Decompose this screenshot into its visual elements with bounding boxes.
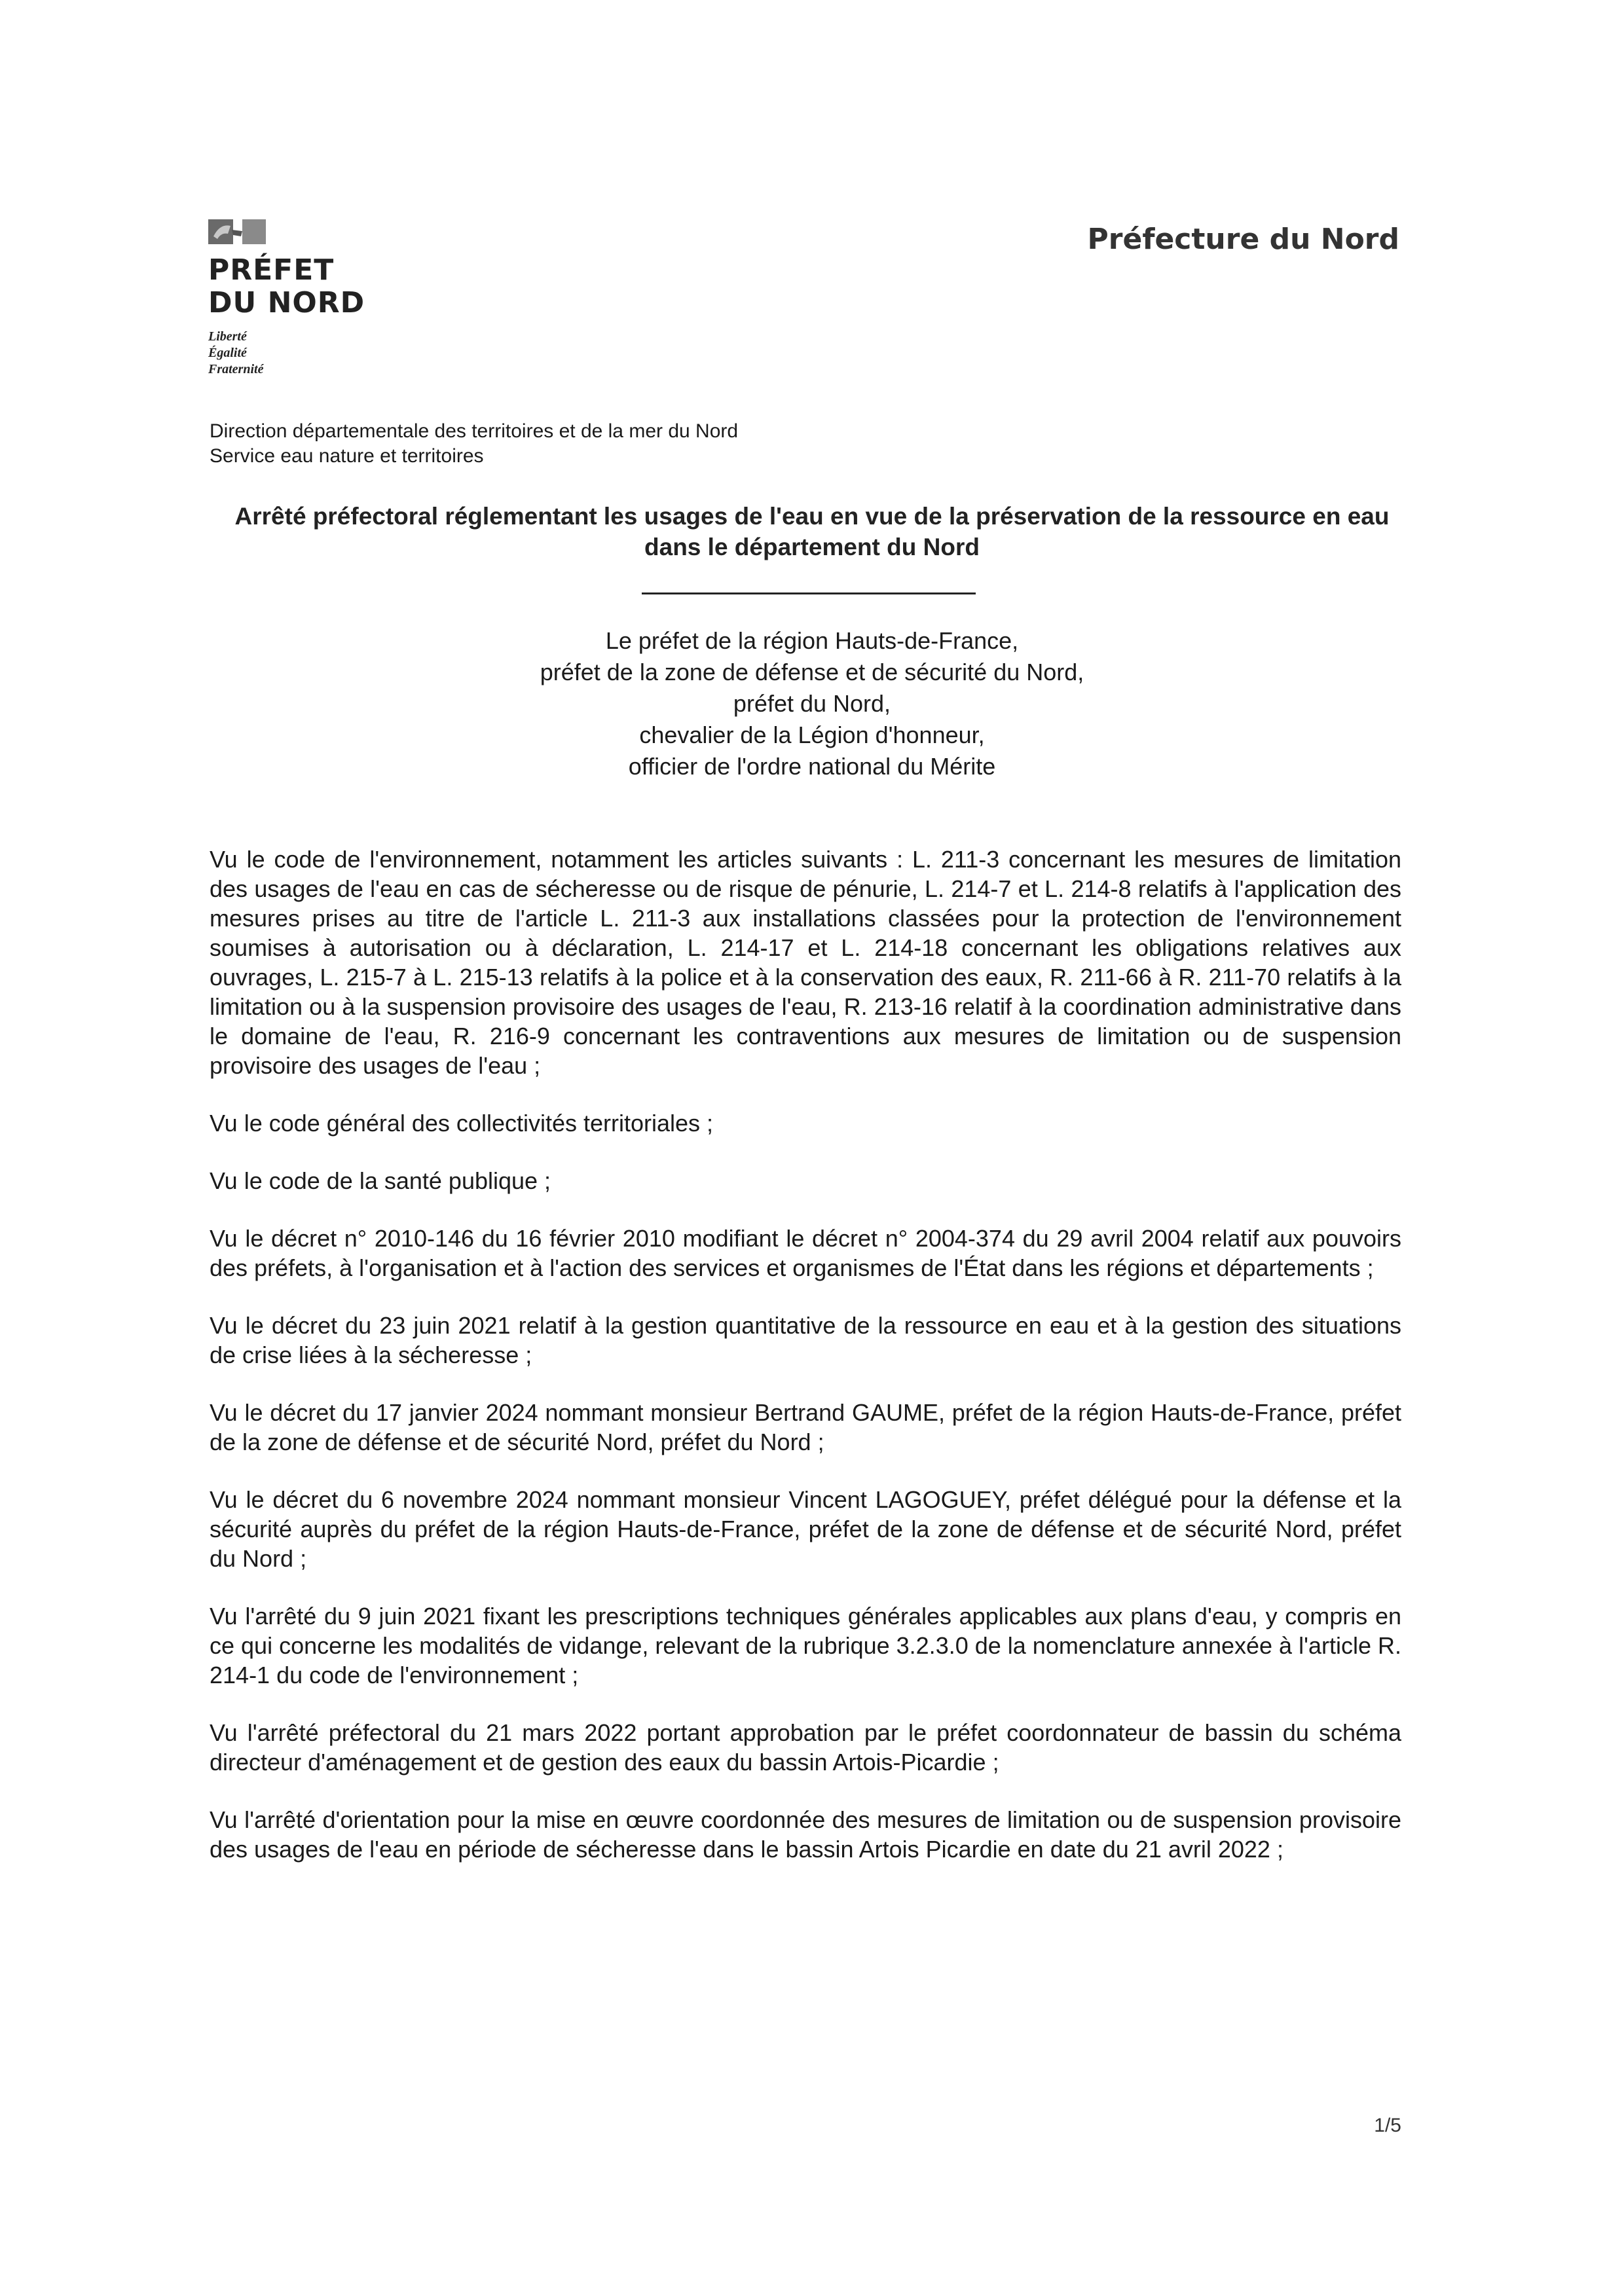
decree-title-line-2: dans le département du Nord — [644, 534, 980, 560]
prefect-titles — [210, 625, 1414, 782]
republic-motto — [208, 329, 365, 378]
visa-paragraph: Vu le décret du 6 novembre 2024 nommant monsieur Vincent LAGOGUEY, préfet délégué pour la défense et la sécurité auprès du préfet de la région Hauts-de-France, préfet de la zone de défense et de sécurité Nord, préfet du Nord ; — [210, 1486, 1401, 1572]
page-number: 1/5 — [1374, 2115, 1401, 2136]
visas-section — [210, 845, 1401, 1892]
decree-title — [210, 501, 1414, 562]
visa-paragraph: Vu le code de la santé publique ; — [210, 1167, 551, 1194]
marianne-logo-icon — [208, 216, 365, 247]
prefect-title-line: officier de l'ordre national du Mérite — [628, 753, 996, 780]
title-divider — [642, 592, 976, 594]
direction-name: Direction départementale des territoires et de la mer du Nord — [210, 420, 739, 442]
visa-paragraph: Vu le code de l'environnement, notamment les articles suivants : L. 211-3 concernant les mesures de limitation des usages de l'eau en cas de sécheresse ou de risque de pénurie, L. 214-7 et L. 214-8 relatifs à l'application des mesures prises au titre de l'article L. 211-3 aux installations classées pour la protection de l'environnement soumises à autorisation ou à déclaration, L. 214-17 et L. 214-18 concernant les obligations relatives aux ouvrages, L. 215-7 à L. 215-13 relatifs à la police et à la conservation des eaux, R. 211-66 à R. 211-70 relatifs à la limitation ou à la suspension provisoire des usages de l'eau, R. 213-16 relatif à la coordination administrative dans le domaine de l'eau, R. 216-9 concernant les contraventions aux mesures de limitation ou de suspension provisoire des usages de l'eau ; — [210, 846, 1401, 1079]
visa-paragraph: Vu l'arrêté d'orientation pour la mise en œuvre coordonnée des mesures de limitation ou de suspension provisoire des usages de l'eau en période de sécheresse dans le bassin Artois Picardie en date du 21 avril 2022 ; — [210, 1806, 1401, 1863]
issuing-service — [210, 419, 738, 469]
visa-paragraph: Vu le code général des collectivités territoriales ; — [210, 1110, 714, 1137]
motto-egalite: Égalité — [208, 346, 247, 360]
logo-line-1: PRÉFET — [208, 253, 335, 287]
prefect-title-line: Le préfet de la région Hauts-de-France, — [605, 627, 1019, 654]
prefecture-title: Préfecture du Nord — [1087, 223, 1399, 256]
logo-line-2: DU NORD — [208, 286, 365, 319]
visa-paragraph: Vu l'arrêté du 9 juin 2021 fixant les prescriptions techniques générales applicables aux plans d'eau, y compris en ce qui concerne les modalités de vidange, relevant de la rubrique 3.2.3.0 de la nomenclature annexée à l'article R. 214-1 du code de l'environnement ; — [210, 1603, 1401, 1688]
visa-paragraph: Vu l'arrêté préfectoral du 21 mars 2022 portant approbation par le préfet coordonnateur de bassin du schéma directeur d'aménagement et de gestion des eaux du bassin Artois-Picardie ; — [210, 1719, 1401, 1776]
logo-block — [208, 216, 365, 378]
prefect-title-line: préfet de la zone de défense et de sécurité du Nord, — [540, 659, 1084, 685]
visa-paragraph: Vu le décret du 23 juin 2021 relatif à la gestion quantitative de la ressource en eau et à la gestion des situations de crise liées à la sécheresse ; — [210, 1312, 1401, 1368]
service-unit-name: Service eau nature et territoires — [210, 445, 484, 467]
prefect-title-line: préfet du Nord, — [733, 690, 891, 717]
prefet-logo-text — [208, 254, 365, 319]
visa-paragraph: Vu le décret du 17 janvier 2024 nommant monsieur Bertrand GAUME, préfet de la région Hauts-de-France, préfet de la zone de défense et de sécurité Nord, préfet du Nord ; — [210, 1399, 1401, 1455]
motto-liberte: Liberté — [208, 329, 247, 344]
visa-paragraph: Vu le décret n° 2010-146 du 16 février 2010 modifiant le décret n° 2004-374 du 29 avril 2004 relatif aux pouvoirs des préfets, à l'organisation et à l'action des services et organismes de l'État dans les régions et départements ; — [210, 1225, 1401, 1281]
motto-fraternite: Fraternité — [208, 362, 264, 376]
prefect-title-line: chevalier de la Légion d'honneur, — [639, 721, 985, 748]
decree-title-line-1: Arrêté préfectoral réglementant les usages de l'eau en vue de la préservation de la ressource en eau — [234, 503, 1390, 530]
